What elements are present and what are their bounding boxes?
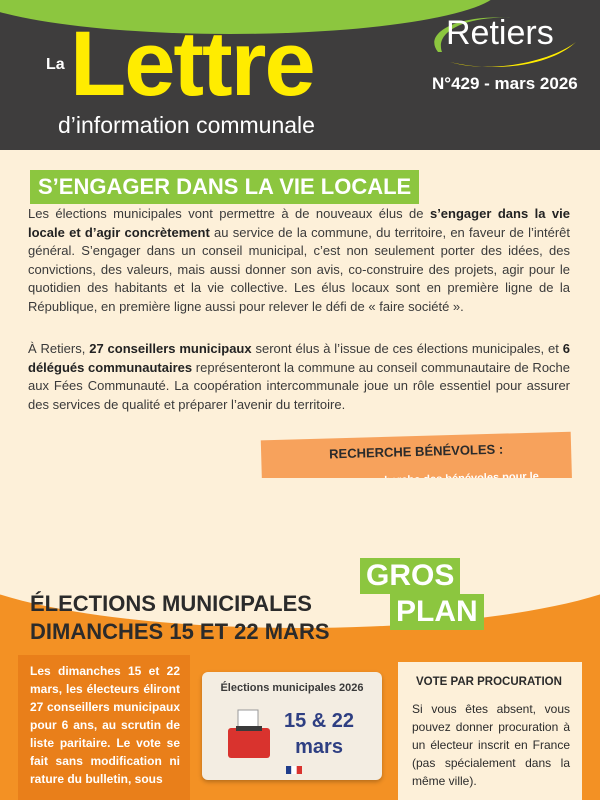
- text-run: Les élections municipales vont permettre à de nouveaux élus de: [28, 206, 430, 221]
- ballot-box-icon: [224, 708, 274, 762]
- elections-title: [30, 590, 330, 646]
- issue-number: N°429 - mars 2026: [432, 74, 578, 93]
- card-dates-line1: 15 & 22: [284, 710, 355, 732]
- text-run: représenteront la commune au conseil communautaire de Roche aux Fées Communauté. La coopération intercommunale joue un rôle essentiel pour assurer des services de qualité et préparer l’avenir du territoire.: [28, 359, 571, 412]
- elections-date-card: [202, 672, 382, 780]
- french-flag-icon: [286, 766, 302, 774]
- text-run-bold: 27 conseillers municipaux: [89, 341, 252, 356]
- card-dates-line2: mars: [295, 736, 343, 758]
- section-title-engager: S’ENGAGER DANS LA VIE LOCALE: [30, 170, 419, 204]
- benevoles-title: RECHERCHE BÉNÉVOLES :: [328, 441, 504, 462]
- paragraph-engager: [28, 205, 570, 316]
- header-banner: [0, 0, 600, 150]
- card-title: Élections municipales 2026: [220, 682, 364, 694]
- elections-title-line1: ÉLECTIONS MUNICIPALES: [30, 591, 312, 616]
- text-run-bold: s’engager dans la vie locale et d’agir concrètement: [28, 206, 570, 240]
- text-run: À Retiers,: [28, 341, 90, 356]
- masthead-la: La: [46, 56, 65, 73]
- text-run: au service de la commune, du territoire, en faveur de l’intérêt général. S’engager dans un conseil municipal, c’est non seulement porter des idées, des convictions, des valeurs, mais aussi donner son avis, co-construire des projets, agir pour le quotidien des habitants et la vie collective. Les élus locaux sont en première ligne de la République, en première ligne aussi pour relever le défi de « faire société ».: [28, 224, 570, 314]
- elections-title-line2: DIMANCHES 15 ET 22 MARS: [30, 619, 330, 644]
- procuration-text: Si vous êtes absent, vous pouvez donner procuration à un électeur inscrit en France (pas spécialement dans la même ville).: [412, 702, 570, 788]
- masthead-subtitle: d’information communale: [58, 112, 315, 138]
- procuration-title: VOTE PAR PROCURATION: [416, 676, 562, 688]
- card-dates: [284, 708, 354, 760]
- gros-plan-line1: GROS: [360, 558, 460, 594]
- text-run: seront élus à l’issue de ces élections municipales, et: [251, 341, 563, 356]
- paragraph-retiers-elus: [28, 340, 570, 414]
- text-run-bold: 6 délégués communautaires: [28, 341, 570, 375]
- masthead-lettre: Lettre: [70, 13, 314, 115]
- retiers-logo-text: Retiers: [446, 14, 554, 52]
- gros-plan-badge: [360, 556, 490, 634]
- procuration-panel: [398, 662, 582, 800]
- elections-text: Les dimanches 15 et 22 mars, les électeurs éliront 27 conseillers municipaux pour 6 ans, au scrutin de liste paritaire. Le vote se fait sans modification ni rature du bulletin, sous: [30, 664, 180, 786]
- gros-plan-line2: PLAN: [390, 594, 484, 630]
